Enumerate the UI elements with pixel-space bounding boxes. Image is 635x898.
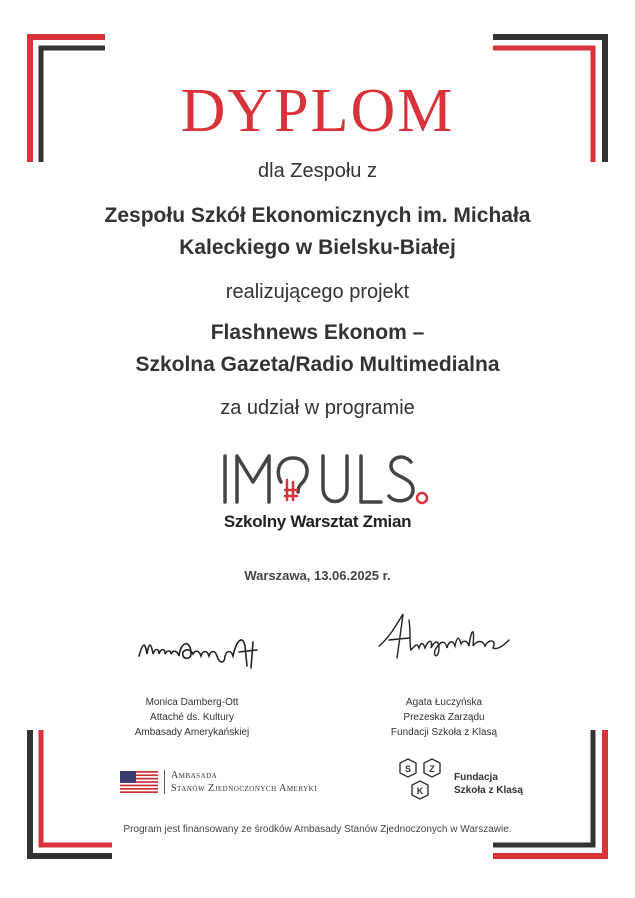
szk-logo-icon [394,757,450,807]
project-name-line1: Flashnews Ekonom – [210,321,425,344]
funding-note: Program jest finansowany ze środków Ambasady Stanów Zjednoczonych w Warszawie. [123,824,512,835]
middle-text: realizującego projekt [225,281,410,303]
school-name-line1: Zespołu Szkół Ekonomicznych im. Michała [104,204,531,227]
project-name [0,317,635,381]
school-name-line2: Kaleckiego w Bielsku-Białej [179,236,456,259]
signatory-name: Monica Damberg-Ott [145,697,239,708]
signature-damberg [135,628,265,673]
signature-luczynska [375,610,515,665]
us-flag-icon [120,771,158,793]
szk-letter-s: S [404,764,412,774]
embassy-divider [164,770,165,794]
intro-text: dla Zespołu z [258,160,377,182]
signatory-right [344,695,544,740]
embassy-line2: Stanów Zjednoczonych Ameryki [171,783,318,794]
date-place: Warszawa, 13.06.2025 r. [244,568,391,583]
foundation-logo-text [454,771,523,797]
szk-letter-z: Z [429,764,435,774]
signatory-left [92,695,292,740]
embassy-logo-text [171,769,317,795]
foundation-line2: Szkoła z Klasą [454,785,523,796]
outro-text: za udział w programie [220,397,415,419]
signatory-org: Fundacji Szkoła z Klasą [390,727,498,738]
impuls-logo [215,452,430,508]
embassy-line1: Ambasada [171,770,218,781]
signatory-org: Ambasady Amerykańskiej [134,727,250,738]
signatory-name: Agata Łuczyńska [405,697,483,708]
signatory-role: Attaché ds. Kultury [150,712,234,723]
szk-letter-k: K [416,786,424,796]
signatory-role: Prezeska Zarządu [403,712,485,723]
project-name-line2: Szkolna Gazeta/Radio Multimedialna [135,353,500,376]
school-name [0,200,635,264]
impuls-subtitle: Szkolny Warsztat Zmian [223,512,412,531]
diploma-title: DYPLOM [180,77,455,145]
foundation-line1: Fundacja [454,772,498,783]
